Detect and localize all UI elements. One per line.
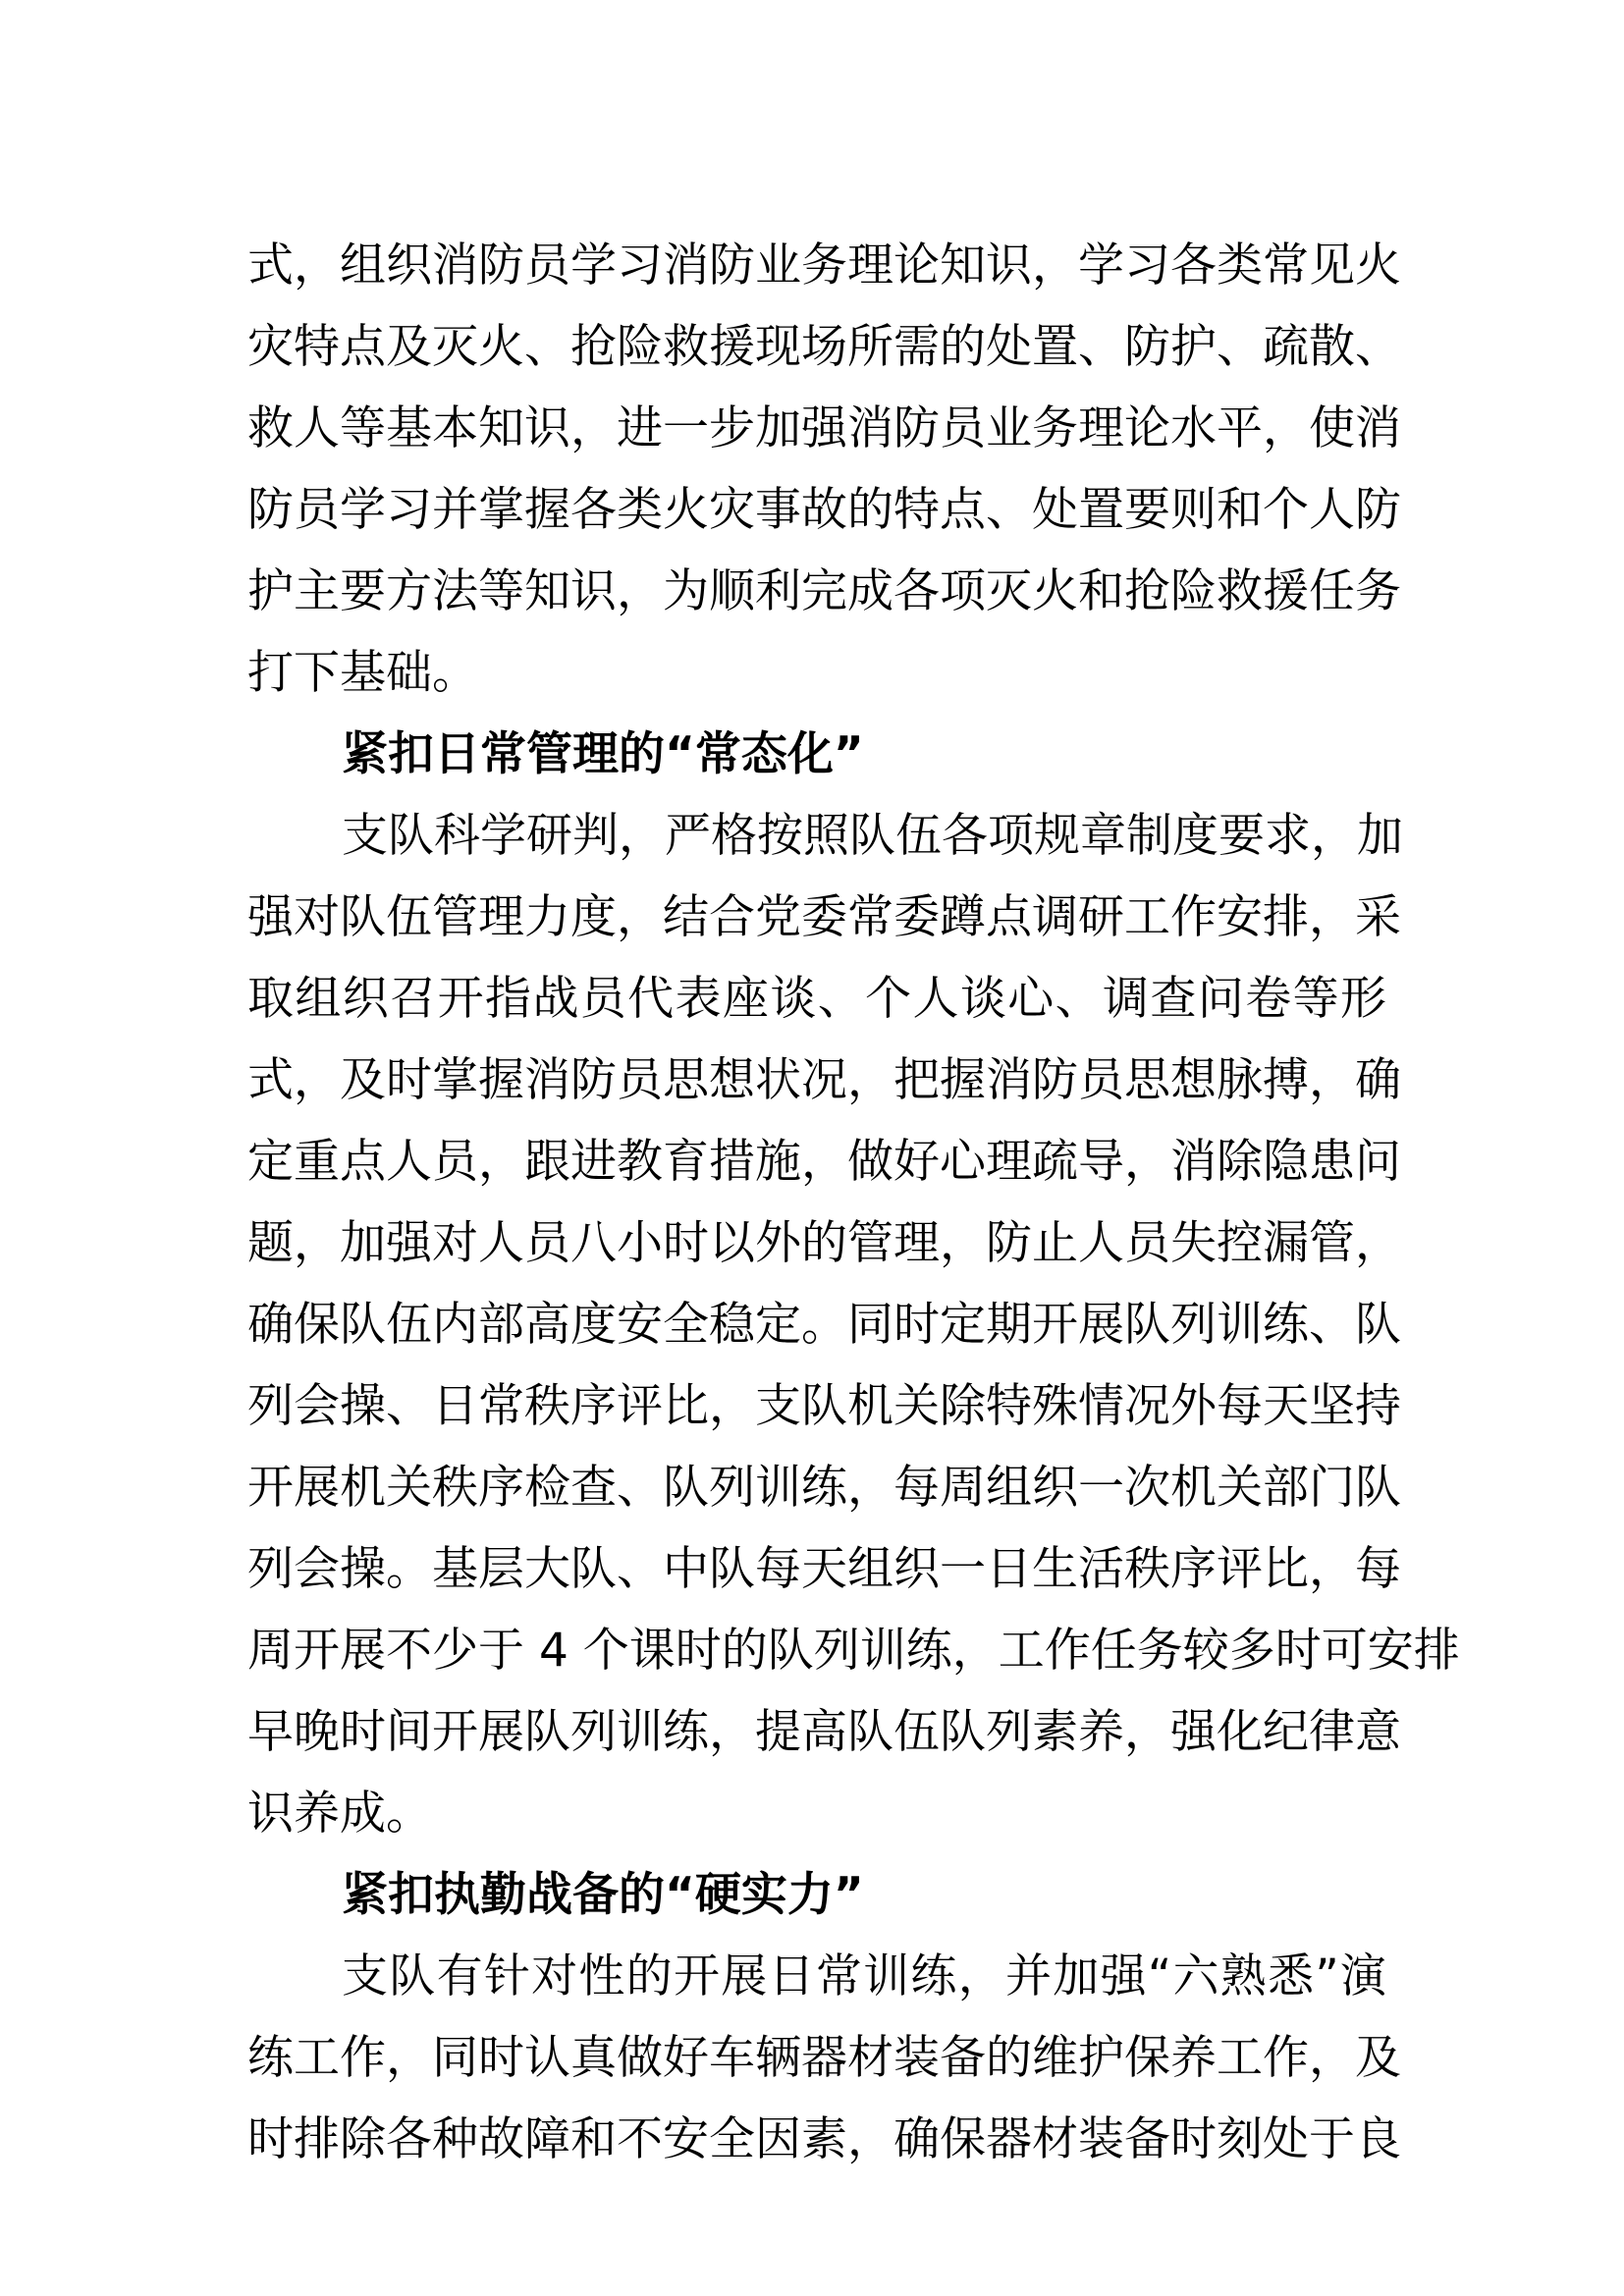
text-line: 打下基础。	[247, 646, 478, 700]
text-line: 时排除各种故障和不安全因素，确保器材装备时刻处于良	[247, 2112, 1401, 2166]
paragraph	[247, 1936, 1401, 2180]
text-line: 强对队伍管理力度，结合党委常委蹲点调研工作安排，采	[247, 890, 1401, 944]
text-line: 列会操、日常秩序评比，支队机关除特殊情况外每天坚持	[247, 1379, 1401, 1433]
text-line: 开展机关秩序检查、队列训练，每周组织一次机关部门队	[247, 1461, 1401, 1515]
text-line: 列会操。基层大队、中队每天组织一日生活秩序评比，每	[247, 1542, 1401, 1596]
text-line: 式，组织消防员学习消防业务理论知识，学习各类常见火	[247, 239, 1401, 293]
text-line: 式，及时掌握消防员思想状况，把握消防员思想脉搏，确	[247, 1053, 1401, 1107]
document-body	[247, 225, 1460, 2180]
paragraph	[247, 225, 1401, 714]
text-line: 确保队伍内部高度安全稳定。同时定期开展队列训练、队	[247, 1298, 1401, 1352]
text-line: 防员学习并掌握各类火灾事故的特点、处置要则和个人防	[247, 483, 1401, 537]
text-line: 题，加强对人员八小时以外的管理，防止人员失控漏管，	[247, 1216, 1401, 1270]
text-line: 护主要方法等知识，为顺利完成各项灭火和抢险救援任务	[247, 564, 1401, 618]
text-line: 救人等基本知识，进一步加强消防员业务理论水平，使消	[247, 401, 1401, 455]
text-line: 支队科学研判，严格按照队伍各项规章制度要求，加	[342, 809, 1403, 863]
text-line: 识养成。	[247, 1787, 432, 1841]
text-line: 周开展不少于 4 个课时的队列训练，工作任务较多时可安排	[247, 1624, 1460, 1678]
paragraph	[247, 795, 1460, 1854]
text-line: 取组织召开指战员代表座谈、个人谈心、调查问卷等形	[247, 972, 1386, 1026]
section-heading	[247, 714, 1386, 795]
text-line: 早晚时间开展队列训练，提高队伍队列素养，强化纪律意	[247, 1705, 1401, 1759]
text-line: 定重点人员，跟进教育措施，做好心理疏导，消除隐患问	[247, 1135, 1401, 1189]
text-line: 支队有针对性的开展日常训练，并加强“六熟悉”演	[342, 1949, 1386, 2003]
text-line: 练工作，同时认真做好车辆器材装备的维护保养工作，及	[247, 2031, 1401, 2085]
text-line: 紧扣执勤战备的“硬实力”	[342, 1868, 864, 1922]
text-line: 灾特点及灭火、抢险救援现场所需的处置、防护、疏散、	[247, 320, 1401, 374]
section-heading	[247, 1854, 1386, 1936]
text-line: 紧扣日常管理的“常态化”	[342, 727, 864, 781]
